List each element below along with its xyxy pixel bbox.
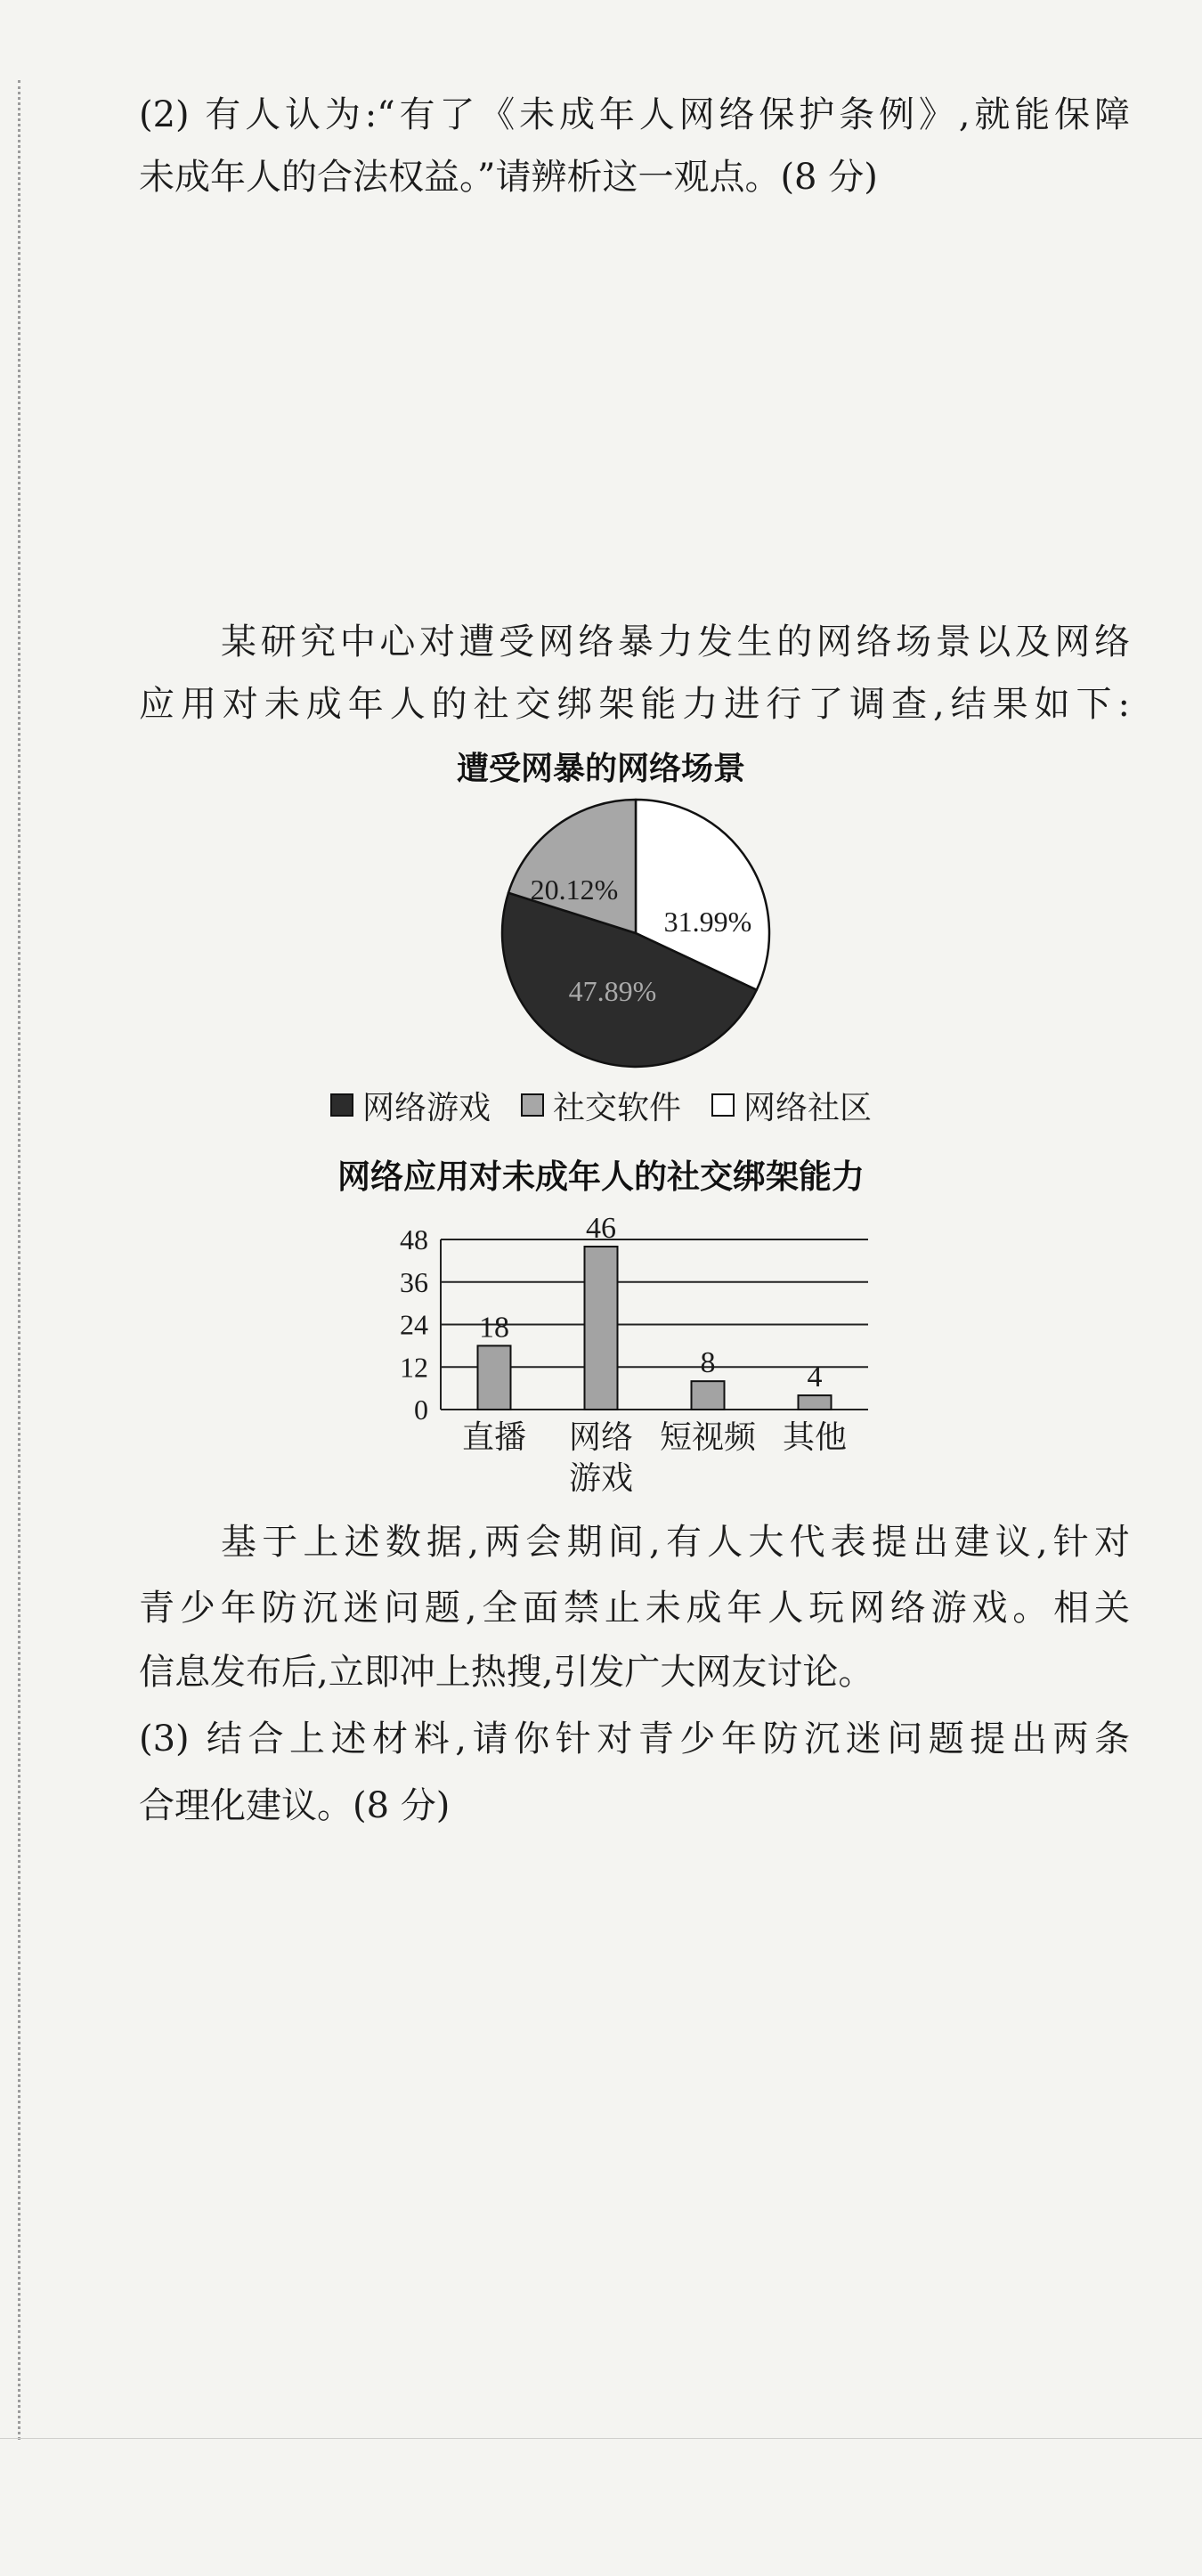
y-tick-label: 24: [400, 1308, 428, 1341]
bar: [585, 1247, 618, 1410]
bar-value-label: 8: [700, 1346, 716, 1380]
y-tick-label: 36: [400, 1265, 428, 1298]
legend-label: 社交软件: [552, 1089, 681, 1126]
x-category-label: 直播: [461, 1419, 527, 1456]
bar: [478, 1345, 511, 1410]
question-2-line-1: (2) 有人认为:“有了《未成年人网络保护条例》,就能保障: [139, 94, 1130, 135]
bar: [799, 1395, 832, 1410]
legend-label: 网络社区: [743, 1089, 873, 1126]
x-category-label: 其他: [782, 1419, 848, 1456]
x-category-label: 短视频: [659, 1419, 757, 1456]
bar: [692, 1381, 725, 1410]
bar-value-label: 46: [586, 1211, 616, 1245]
y-tick-label: 48: [400, 1223, 428, 1255]
charts-canvas: [0, 730, 1202, 1514]
pie-chart-title: 遭受网暴的网络场景: [456, 751, 745, 787]
question-3-line-1: (3) 结合上述材料,请你针对青少年防沉迷问题提出两条: [139, 1719, 1130, 1759]
material-followup-line-2: 青少年防沉迷问题,全面禁止未成年人玩网络游戏。相关: [139, 1588, 1130, 1629]
material-followup-line-1: 基于上述数据,两会期间,有人大代表提出建议,针对: [221, 1522, 1130, 1563]
material-followup-line-3: 信息发布后,立即冲上热搜,引发广大网友讨论。: [139, 1652, 874, 1693]
page-bottom-rule: [0, 2438, 1202, 2439]
material-intro-line-2: 应用对未成年人的社交绑架能力进行了调查,结果如下:: [139, 684, 1130, 725]
pie-slice-label: 47.89%: [568, 975, 657, 1007]
x-category-label: 网络: [568, 1419, 634, 1456]
legend-label: 网络游戏: [361, 1089, 491, 1126]
bar-chart: [400, 1212, 868, 1497]
bar-value-label: 4: [807, 1361, 823, 1394]
bar-chart-title: 网络应用对未成年人的社交绑架能力: [337, 1158, 865, 1196]
y-tick-label: 0: [414, 1394, 428, 1426]
material-intro-line-1: 某研究中心对遭受网络暴力发生的网络场景以及网络: [221, 622, 1130, 662]
x-category-label: 游戏: [568, 1460, 634, 1497]
question-2-line-2: 未成年人的合法权益。”请辨析这一观点。(8 分): [139, 157, 878, 198]
pie-slice-label: 31.99%: [663, 906, 752, 938]
pie-chart: [502, 800, 769, 1067]
pie-slice-label: 20.12%: [530, 874, 619, 906]
bar-value-label: 18: [479, 1311, 509, 1345]
question-3-line-2: 合理化建议。(8 分): [139, 1785, 451, 1826]
y-tick-label: 12: [400, 1351, 428, 1384]
